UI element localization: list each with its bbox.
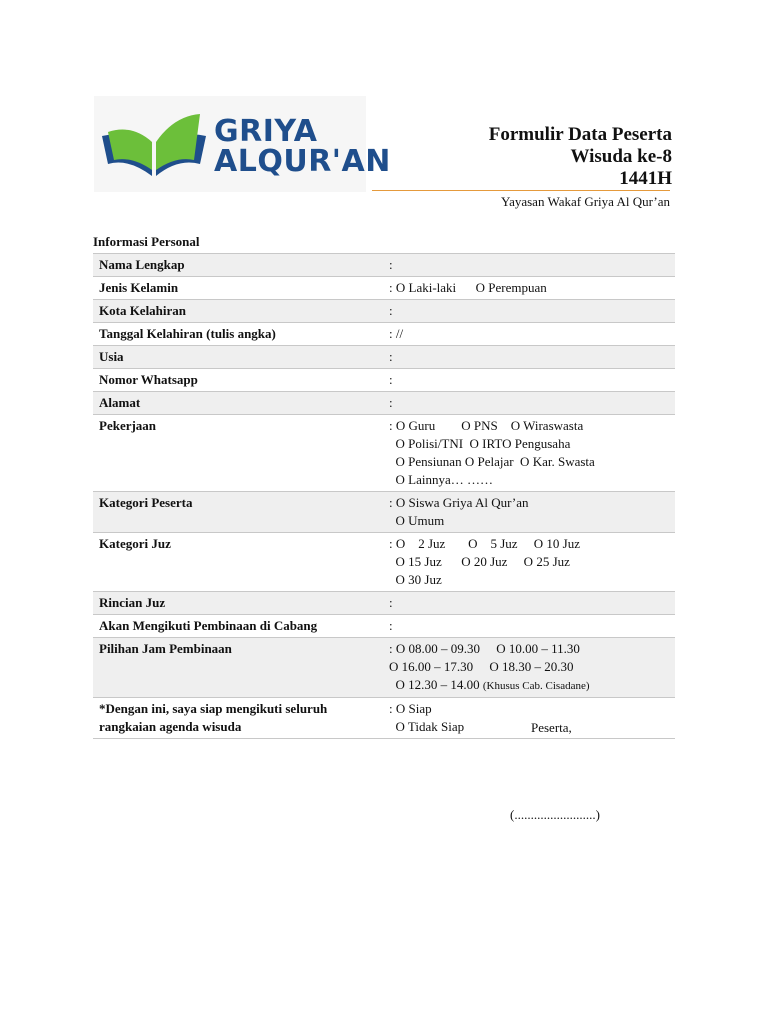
- form-row: [93, 323, 675, 346]
- field-label: Nama Lengkap: [93, 254, 385, 277]
- field-value[interactable]: [385, 392, 675, 415]
- field-label: *Dengan ini, saya siap mengikuti seluruh rangkaian agenda wisuda: [99, 701, 328, 734]
- open-book-icon: [98, 110, 210, 182]
- option-text: : O Siap: [389, 701, 432, 716]
- form-row: [93, 369, 675, 392]
- section-title: Informasi Personal: [93, 234, 200, 249]
- field-option-line[interactable]: [389, 348, 669, 366]
- field-option-line[interactable]: [389, 256, 669, 274]
- form-row: [93, 346, 675, 369]
- option-text: : O Laki-laki O Perempuan: [389, 280, 547, 295]
- field-option-line[interactable]: [389, 279, 669, 297]
- field-label: Rincian Juz: [93, 592, 385, 615]
- field-option-line[interactable]: [389, 658, 669, 676]
- option-text: O 30 Juz: [389, 572, 442, 587]
- field-label: Nomor Whatsapp: [99, 372, 198, 387]
- field-value[interactable]: [385, 615, 675, 638]
- field-option-line[interactable]: [389, 640, 669, 658]
- field-label: Alamat: [93, 392, 385, 415]
- field-value[interactable]: [385, 346, 675, 369]
- form-row: [93, 492, 675, 533]
- field-option-line[interactable]: [389, 700, 669, 718]
- form-row: [93, 592, 675, 615]
- option-note: (Khusus Cab. Cisadane): [482, 680, 590, 692]
- option-text: O Polisi/TNI O IRTO Pengusaha: [389, 436, 571, 451]
- form-row: [93, 300, 675, 323]
- logo-word-alquran: ALQUR'AN: [214, 144, 391, 179]
- field-option-line[interactable]: [389, 302, 669, 320]
- field-option-line[interactable]: [389, 571, 669, 589]
- field-value[interactable]: [385, 300, 675, 323]
- field-option-line[interactable]: [389, 435, 669, 453]
- option-text: : O Guru O PNS O Wiraswasta: [389, 418, 584, 433]
- form-row: [93, 415, 675, 492]
- field-value[interactable]: [385, 492, 675, 533]
- option-text: :: [389, 395, 393, 410]
- field-value[interactable]: [385, 415, 675, 492]
- griya-alquran-logo: [94, 96, 391, 192]
- field-label: Pilihan Jam Pembinaan: [93, 638, 385, 698]
- signature-line[interactable]: (.........................): [510, 807, 600, 822]
- option-text: : O 08.00 – 09.30 O 10.00 – 11.30: [389, 641, 580, 656]
- field-option-line[interactable]: [389, 453, 669, 471]
- option-text: :: [389, 303, 393, 318]
- title-line-3: 1441H: [619, 168, 672, 189]
- field-option-line[interactable]: [389, 371, 669, 389]
- field-option-line[interactable]: [389, 718, 669, 736]
- option-text: O 16.00 – 17.30 O 18.30 – 20.30: [389, 659, 574, 674]
- field-label: Kategori Juz: [99, 536, 171, 551]
- title-line-1: Formulir Data Peserta: [488, 124, 672, 145]
- field-value[interactable]: [385, 277, 675, 300]
- field-label: Kategori Peserta: [93, 492, 385, 533]
- option-text: :: [389, 257, 393, 272]
- form-row: [93, 277, 675, 300]
- field-option-line[interactable]: [389, 553, 669, 571]
- field-option-line[interactable]: [389, 676, 669, 695]
- logo-word-griya: GRIYA: [214, 114, 318, 149]
- option-text: O Tidak Siap: [389, 719, 465, 734]
- field-value[interactable]: [385, 592, 675, 615]
- organization-name: Yayasan Wakaf Griya Al Qur’an: [501, 194, 670, 209]
- field-option-line[interactable]: [389, 471, 669, 489]
- form-title: [489, 124, 672, 190]
- option-text: : //: [389, 326, 404, 341]
- field-option-line[interactable]: [389, 594, 669, 612]
- field-label: Kota Kelahiran: [93, 300, 385, 323]
- field-label: Jenis Kelamin: [99, 280, 179, 295]
- option-text: :: [389, 372, 393, 387]
- field-option-line[interactable]: [389, 394, 669, 412]
- option-text: O 15 Juz O 20 Juz O 25 Juz: [389, 554, 570, 569]
- participant-label: Peserta,: [531, 720, 572, 735]
- field-value[interactable]: [385, 254, 675, 277]
- field-value[interactable]: [385, 638, 675, 698]
- field-option-line[interactable]: [389, 512, 669, 530]
- field-option-line[interactable]: [389, 417, 669, 435]
- option-text: O Pensiunan O Pelajar O Kar. Swasta: [389, 454, 595, 469]
- form-row: [93, 533, 675, 592]
- option-text: :: [389, 595, 393, 610]
- field-value[interactable]: [385, 369, 675, 392]
- form-row: [93, 638, 675, 698]
- field-option-line[interactable]: [389, 494, 669, 512]
- field-label: Akan Mengikuti Pembinaan di Cabang: [99, 618, 318, 633]
- field-label: Pekerjaan: [99, 418, 157, 433]
- form-row: [93, 615, 675, 638]
- field-label: Usia: [93, 346, 385, 369]
- field-label: Tanggal Kelahiran (tulis angka): [99, 326, 276, 341]
- option-text: O 12.30 – 14.00: [389, 677, 480, 692]
- title-divider: [372, 190, 670, 191]
- option-text: : O Siswa Griya Al Qur’an: [389, 495, 529, 510]
- field-value[interactable]: [385, 698, 675, 739]
- option-text: O Umum: [389, 513, 445, 528]
- field-option-line[interactable]: [389, 535, 669, 553]
- field-value[interactable]: [385, 323, 675, 346]
- field-value[interactable]: [385, 533, 675, 592]
- option-text: :: [389, 618, 393, 633]
- field-option-line[interactable]: [389, 325, 669, 343]
- option-text: O Lainnya… ……: [389, 472, 493, 487]
- option-text: :: [389, 349, 393, 364]
- form-row: [93, 254, 675, 277]
- field-option-line[interactable]: [389, 617, 669, 635]
- title-line-2: Wisuda ke-8: [570, 146, 672, 167]
- option-text: : O 2 Juz O 5 Juz O 10 Juz: [389, 536, 581, 551]
- form-row: [93, 698, 675, 739]
- form-row: [93, 392, 675, 415]
- personal-info-table: [93, 253, 675, 739]
